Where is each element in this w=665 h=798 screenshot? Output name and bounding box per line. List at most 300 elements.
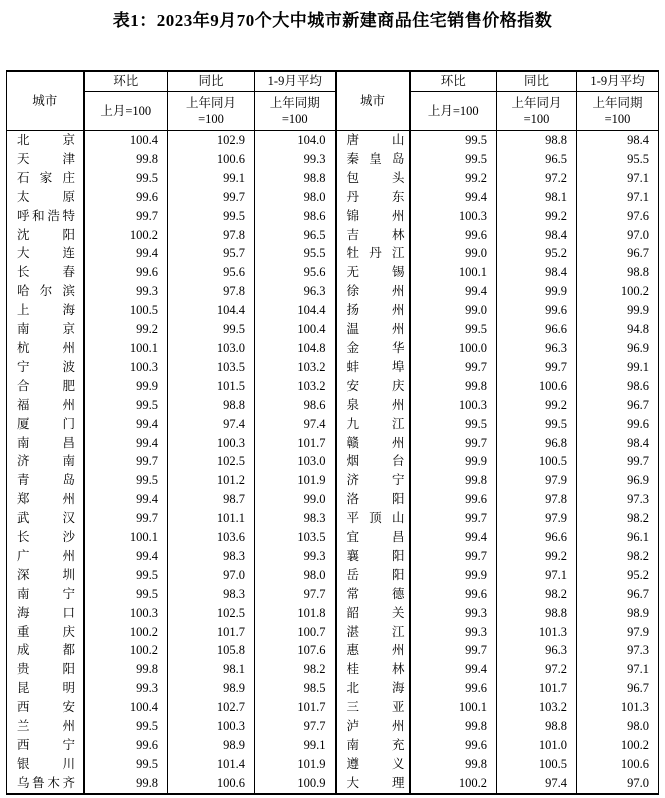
city-name: 泉 州 — [346, 397, 405, 412]
mom-value-cell: 100.3 — [410, 396, 497, 415]
yoy-value-cell: 98.8 — [497, 604, 577, 623]
city-name: 福 州 — [17, 397, 75, 412]
city-name: 安 庆 — [346, 378, 405, 393]
yoy-value-cell: 99.5 — [168, 207, 255, 226]
avg-value-cell: 95.5 — [627, 151, 649, 166]
avg-value-cell: 99.9 — [627, 303, 649, 318]
subheader-mom-left: 上月=100 — [84, 92, 168, 131]
mom-value-cell: 99.7 — [84, 207, 168, 226]
city-name: 南 京 — [17, 322, 75, 337]
city-cell — [7, 452, 84, 471]
city-cell — [7, 396, 84, 415]
city-name: 南 昌 — [17, 435, 75, 450]
city-cell — [336, 415, 410, 434]
city-cell — [336, 226, 410, 245]
table-row — [7, 736, 659, 755]
city-name: 牡 丹 江 — [346, 246, 405, 261]
yoy-value-cell: 98.3 — [168, 547, 255, 566]
city-name: 赣 州 — [346, 435, 405, 450]
table-row — [7, 434, 659, 453]
city-name: 九 江 — [346, 416, 405, 431]
city-cell — [7, 415, 84, 434]
mom-value-cell: 99.7 — [410, 547, 497, 566]
city-name: 天 津 — [17, 151, 75, 166]
mom-value-cell: 99.8 — [410, 377, 497, 396]
mom-value-cell: 99.7 — [84, 452, 168, 471]
city-cell — [336, 717, 410, 736]
subheader-yoy-line2: =100 — [198, 112, 224, 126]
mom-value-cell: 99.6 — [84, 188, 168, 207]
mom-value-cell: 100.0 — [410, 339, 497, 358]
mom-value-cell: 99.6 — [84, 263, 168, 282]
subheader-avg-left — [255, 92, 336, 131]
table-row — [7, 377, 659, 396]
avg-value-cell: 99.0 — [255, 490, 336, 509]
table-row — [7, 244, 659, 263]
city-cell — [336, 755, 410, 774]
city-name: 唐 山 — [346, 133, 405, 147]
city-cell — [336, 528, 410, 547]
city-cell — [336, 585, 410, 604]
col-header-avg-right: 1-9月平均 — [577, 71, 659, 92]
yoy-value-cell: 99.2 — [497, 207, 577, 226]
mom-value-cell: 100.4 — [84, 131, 168, 150]
city-name: 厦 门 — [17, 416, 75, 431]
avg-value-cell: 97.3 — [627, 492, 649, 507]
city-name: 长 春 — [17, 265, 75, 280]
city-name: 武 汉 — [17, 511, 75, 526]
mom-value-cell: 99.6 — [84, 736, 168, 755]
city-name: 成 都 — [17, 643, 75, 658]
mom-value-cell: 99.8 — [410, 755, 497, 774]
city-cell — [7, 226, 84, 245]
avg-value-cell: 98.8 — [255, 169, 336, 188]
yoy-value-cell: 96.3 — [497, 641, 577, 660]
yoy-value-cell: 104.4 — [168, 301, 255, 320]
table-row — [7, 566, 659, 585]
mom-value-cell: 100.2 — [84, 641, 168, 660]
avg-value-cell: 96.9 — [627, 340, 649, 355]
table-row — [7, 641, 659, 660]
yoy-value-cell: 98.4 — [497, 263, 577, 282]
avg-value-cell: 100.9 — [255, 774, 336, 794]
city-cell — [336, 452, 410, 471]
table-row — [7, 207, 659, 226]
col-header-city-left: 城市 — [7, 71, 84, 131]
header-row-top — [7, 71, 659, 92]
yoy-value-cell: 97.8 — [168, 226, 255, 245]
header-row-sub — [7, 92, 659, 131]
avg-value-cell: 98.0 — [255, 566, 336, 585]
city-name: 扬 州 — [346, 303, 405, 318]
city-name: 海 口 — [17, 605, 75, 620]
city-name: 北 海 — [346, 681, 405, 696]
city-cell — [336, 377, 410, 396]
mom-value-cell: 100.2 — [84, 226, 168, 245]
yoy-value-cell: 97.8 — [497, 490, 577, 509]
mom-value-cell: 99.8 — [410, 717, 497, 736]
city-name: 襄 阳 — [346, 548, 405, 563]
city-name: 上 海 — [17, 303, 75, 318]
mom-value-cell: 99.0 — [410, 301, 497, 320]
mom-value-cell: 99.4 — [84, 490, 168, 509]
mom-value-cell: 99.7 — [410, 509, 497, 528]
yoy-value-cell: 97.4 — [497, 774, 577, 794]
yoy-value-cell: 98.9 — [168, 679, 255, 698]
city-cell — [7, 566, 84, 585]
city-name: 遵 义 — [346, 756, 405, 771]
city-cell — [7, 755, 84, 774]
city-cell — [336, 301, 410, 320]
yoy-value-cell: 101.5 — [168, 377, 255, 396]
city-cell — [7, 263, 84, 282]
city-name: 呼 和 浩 特 — [17, 208, 75, 223]
mom-value-cell: 99.5 — [84, 471, 168, 490]
avg-value-cell: 97.4 — [255, 415, 336, 434]
subheader-yoy-right — [497, 92, 577, 131]
city-name: 哈 尔 滨 — [17, 284, 75, 299]
avg-value-cell: 100.7 — [255, 623, 336, 642]
city-name: 大 连 — [17, 246, 75, 261]
city-name: 济 宁 — [346, 473, 405, 488]
mom-value-cell: 100.4 — [84, 698, 168, 717]
mom-value-cell: 99.5 — [410, 415, 497, 434]
mom-value-cell: 99.6 — [410, 490, 497, 509]
yoy-value-cell: 95.2 — [497, 244, 577, 263]
subheader-mom-right: 上月=100 — [410, 92, 497, 131]
yoy-value-cell: 101.0 — [497, 736, 577, 755]
mom-value-cell: 99.4 — [410, 528, 497, 547]
table-row — [7, 509, 659, 528]
yoy-value-cell: 97.4 — [168, 415, 255, 434]
mom-value-cell: 99.8 — [410, 471, 497, 490]
city-cell — [7, 320, 84, 339]
avg-value-cell: 97.1 — [627, 662, 649, 677]
avg-value-cell: 99.1 — [255, 736, 336, 755]
mom-value-cell: 100.3 — [410, 207, 497, 226]
mom-value-cell: 99.3 — [84, 282, 168, 301]
city-cell — [7, 698, 84, 717]
yoy-value-cell: 99.5 — [168, 320, 255, 339]
city-cell — [7, 736, 84, 755]
avg-value-cell: 99.3 — [255, 547, 336, 566]
table-row — [7, 774, 659, 794]
avg-value-cell: 100.6 — [620, 756, 649, 771]
table-row — [7, 320, 659, 339]
mom-value-cell: 99.5 — [84, 566, 168, 585]
yoy-value-cell: 98.1 — [497, 188, 577, 207]
city-name: 岳 阳 — [346, 567, 405, 582]
avg-value-cell: 103.5 — [255, 528, 336, 547]
city-cell — [336, 282, 410, 301]
mom-value-cell: 99.7 — [410, 641, 497, 660]
city-name: 蚌 埠 — [346, 359, 405, 374]
yoy-value-cell: 99.2 — [497, 396, 577, 415]
city-cell — [7, 585, 84, 604]
yoy-value-cell: 99.5 — [497, 415, 577, 434]
city-name: 三 亚 — [346, 700, 405, 715]
city-cell — [336, 566, 410, 585]
city-cell — [7, 660, 84, 679]
avg-value-cell: 104.4 — [255, 301, 336, 320]
city-name: 南 宁 — [17, 586, 75, 601]
avg-value-cell: 98.6 — [255, 207, 336, 226]
city-cell — [7, 131, 84, 150]
yoy-value-cell: 98.3 — [168, 585, 255, 604]
avg-value-cell: 95.6 — [255, 263, 336, 282]
mom-value-cell: 99.5 — [84, 717, 168, 736]
subheader-avg-line1: 上年同期 — [269, 96, 320, 110]
yoy-value-cell: 101.1 — [168, 509, 255, 528]
yoy-value-cell: 98.7 — [168, 490, 255, 509]
yoy-value-cell: 100.6 — [168, 150, 255, 169]
yoy-value-cell: 102.5 — [168, 604, 255, 623]
city-cell — [336, 244, 410, 263]
yoy-value-cell: 95.6 — [168, 263, 255, 282]
city-cell — [336, 774, 410, 794]
yoy-value-cell: 98.9 — [168, 736, 255, 755]
table-row — [7, 150, 659, 169]
city-cell — [7, 150, 84, 169]
avg-value-cell: 101.3 — [620, 700, 649, 715]
table-row — [7, 660, 659, 679]
yoy-value-cell: 100.3 — [168, 717, 255, 736]
table-row — [7, 623, 659, 642]
yoy-value-cell: 99.2 — [497, 547, 577, 566]
mom-value-cell: 99.8 — [84, 774, 168, 794]
avg-value-cell: 98.2 — [627, 548, 649, 563]
yoy-value-cell: 96.5 — [497, 150, 577, 169]
yoy-value-cell: 105.8 — [168, 641, 255, 660]
avg-value-cell: 103.2 — [255, 358, 336, 377]
table-body — [7, 131, 659, 794]
city-cell — [336, 263, 410, 282]
yoy-value-cell: 97.8 — [168, 282, 255, 301]
avg-value-cell: 98.6 — [627, 378, 649, 393]
mom-value-cell: 99.6 — [410, 736, 497, 755]
yoy-value-cell: 96.6 — [497, 320, 577, 339]
table-row — [7, 755, 659, 774]
table-row — [7, 698, 659, 717]
city-name: 重 庆 — [17, 624, 75, 639]
avg-value-cell: 104.0 — [255, 131, 336, 150]
avg-value-cell: 96.9 — [627, 473, 649, 488]
city-cell — [336, 131, 410, 150]
city-name: 贵 阳 — [17, 662, 75, 677]
avg-value-cell: 97.1 — [627, 189, 649, 204]
table-row — [7, 169, 659, 188]
table-row — [7, 188, 659, 207]
yoy-value-cell: 99.1 — [168, 169, 255, 188]
city-cell — [336, 471, 410, 490]
avg-value-cell: 98.4 — [627, 133, 649, 147]
city-name: 北 京 — [17, 133, 75, 147]
yoy-value-cell: 103.6 — [168, 528, 255, 547]
mom-value-cell: 99.5 — [84, 396, 168, 415]
city-cell — [7, 244, 84, 263]
mom-value-cell: 99.3 — [84, 679, 168, 698]
mom-value-cell: 99.2 — [84, 320, 168, 339]
city-name: 金 华 — [346, 340, 405, 355]
mom-value-cell: 99.7 — [410, 434, 497, 453]
yoy-value-cell: 101.3 — [497, 623, 577, 642]
mom-value-cell: 99.5 — [410, 131, 497, 150]
avg-value-cell: 107.6 — [255, 641, 336, 660]
mom-value-cell: 99.4 — [84, 415, 168, 434]
city-cell — [7, 774, 84, 794]
avg-value-cell: 98.0 — [627, 719, 649, 734]
city-cell — [336, 698, 410, 717]
table-row — [7, 358, 659, 377]
table-row — [7, 339, 659, 358]
mom-value-cell: 99.6 — [410, 585, 497, 604]
col-header-city-right: 城市 — [336, 71, 410, 131]
avg-value-cell: 98.2 — [255, 660, 336, 679]
avg-value-cell: 94.8 — [627, 322, 649, 337]
avg-value-cell: 101.9 — [255, 471, 336, 490]
page-title: 表1：2023年9月70个大中城市新建商品住宅销售价格指数 — [112, 11, 553, 30]
mom-value-cell: 99.3 — [410, 623, 497, 642]
yoy-value-cell: 96.6 — [497, 528, 577, 547]
avg-value-cell: 96.7 — [627, 681, 649, 696]
city-cell — [7, 358, 84, 377]
yoy-value-cell: 100.6 — [168, 774, 255, 794]
subheader-avg-line2: =100 — [281, 112, 308, 126]
yoy-value-cell: 96.3 — [497, 339, 577, 358]
mom-value-cell: 99.4 — [410, 188, 497, 207]
avg-value-cell: 95.2 — [627, 567, 649, 582]
city-name: 常 德 — [346, 586, 405, 601]
city-cell — [336, 509, 410, 528]
city-cell — [7, 471, 84, 490]
city-name: 韶 关 — [346, 605, 405, 620]
table-row — [7, 415, 659, 434]
city-cell — [7, 188, 84, 207]
city-name: 包 头 — [346, 170, 405, 185]
city-cell — [336, 358, 410, 377]
city-cell — [7, 301, 84, 320]
table-row — [7, 717, 659, 736]
mom-value-cell: 100.1 — [410, 263, 497, 282]
yoy-value-cell: 99.7 — [168, 188, 255, 207]
city-name: 徐 州 — [346, 284, 405, 299]
city-cell — [7, 528, 84, 547]
city-cell — [336, 188, 410, 207]
mom-value-cell: 99.5 — [84, 169, 168, 188]
city-name: 湛 江 — [346, 624, 405, 639]
mom-value-cell: 100.1 — [84, 528, 168, 547]
yoy-value-cell: 101.7 — [497, 679, 577, 698]
mom-value-cell: 100.2 — [410, 774, 497, 794]
table-row — [7, 471, 659, 490]
yoy-value-cell: 102.7 — [168, 698, 255, 717]
city-cell — [7, 623, 84, 642]
city-name: 郑 州 — [17, 492, 75, 507]
yoy-value-cell: 103.2 — [497, 698, 577, 717]
yoy-value-cell: 100.6 — [497, 377, 577, 396]
mom-value-cell: 99.4 — [84, 547, 168, 566]
city-name: 太 原 — [17, 189, 75, 204]
city-name: 深 圳 — [17, 567, 75, 582]
city-name: 石 家 庄 — [17, 170, 75, 185]
yoy-value-cell: 99.6 — [497, 301, 577, 320]
avg-value-cell: 99.1 — [627, 359, 649, 374]
mom-value-cell: 99.5 — [84, 585, 168, 604]
mom-value-cell: 100.3 — [84, 604, 168, 623]
avg-value-cell: 98.3 — [255, 509, 336, 528]
table-row — [7, 604, 659, 623]
avg-value-cell: 100.4 — [255, 320, 336, 339]
mom-value-cell: 99.5 — [84, 755, 168, 774]
avg-value-cell: 98.0 — [255, 188, 336, 207]
city-cell — [336, 623, 410, 642]
avg-value-cell: 98.6 — [255, 396, 336, 415]
city-cell — [7, 490, 84, 509]
avg-value-cell: 97.6 — [627, 208, 649, 223]
yoy-value-cell: 98.8 — [497, 717, 577, 736]
avg-value-cell: 104.8 — [255, 339, 336, 358]
table-header — [7, 71, 659, 131]
table-row — [7, 301, 659, 320]
yoy-value-cell: 97.1 — [497, 566, 577, 585]
city-cell — [336, 490, 410, 509]
avg-value-cell: 96.7 — [627, 246, 649, 261]
city-cell — [336, 641, 410, 660]
avg-value-cell: 97.0 — [627, 227, 649, 242]
city-name: 惠 州 — [346, 643, 405, 658]
mom-value-cell: 99.8 — [84, 150, 168, 169]
city-name: 长 沙 — [17, 530, 75, 545]
city-cell — [7, 207, 84, 226]
avg-value-cell: 96.5 — [255, 226, 336, 245]
table-row — [7, 282, 659, 301]
city-name: 大 理 — [346, 775, 405, 790]
city-name: 广 州 — [17, 548, 75, 563]
avg-value-cell: 97.0 — [627, 775, 649, 790]
col-header-yoy-left: 同比 — [168, 71, 255, 92]
avg-value-cell: 96.7 — [627, 397, 649, 412]
table-row — [7, 528, 659, 547]
city-cell — [336, 604, 410, 623]
city-name: 温 州 — [346, 322, 405, 337]
city-name: 乌 鲁 木 齐 — [17, 775, 75, 790]
city-name: 吉 林 — [346, 227, 405, 242]
yoy-value-cell: 97.9 — [497, 471, 577, 490]
table-row — [7, 490, 659, 509]
mom-value-cell: 99.9 — [410, 566, 497, 585]
city-cell — [7, 339, 84, 358]
yoy-value-cell: 99.9 — [497, 282, 577, 301]
avg-value-cell: 98.4 — [627, 435, 649, 450]
avg-value-cell: 96.1 — [627, 530, 649, 545]
table-row — [7, 396, 659, 415]
mom-value-cell: 99.5 — [410, 320, 497, 339]
mom-value-cell: 99.6 — [410, 226, 497, 245]
city-name: 宁 波 — [17, 359, 75, 374]
city-cell — [7, 377, 84, 396]
avg-value-cell: 101.9 — [255, 755, 336, 774]
city-name: 青 岛 — [17, 473, 75, 488]
yoy-value-cell: 97.0 — [168, 566, 255, 585]
avg-value-cell: 97.7 — [255, 717, 336, 736]
city-name: 南 充 — [346, 738, 405, 752]
mom-value-cell: 99.0 — [410, 244, 497, 263]
subheader-avg-right — [577, 92, 659, 131]
city-cell — [336, 660, 410, 679]
city-name: 无 锡 — [346, 265, 405, 280]
mom-value-cell: 100.1 — [410, 698, 497, 717]
avg-value-cell: 98.5 — [255, 679, 336, 698]
